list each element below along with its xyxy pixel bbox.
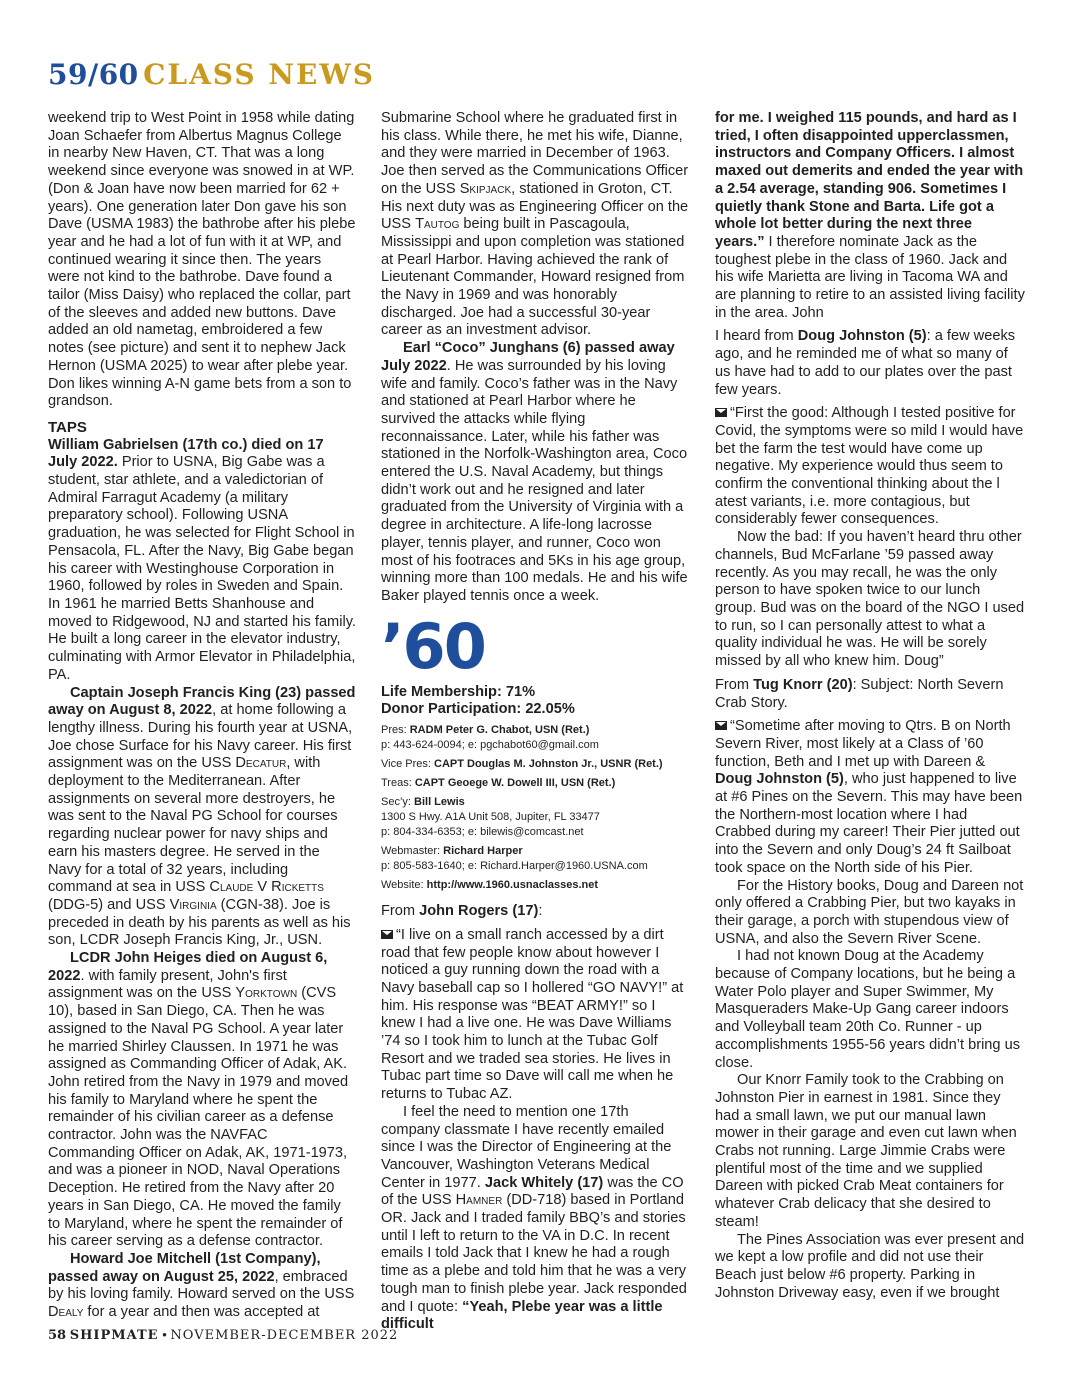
issue-date: NOVEMBER-DECEMBER 2022 — [170, 1328, 399, 1343]
column-3 — [715, 110, 1025, 1302]
paragraph: The Pines Association was ever present and we kept a low profile and did not use their Beach just below #6 property. Parking in Johnston Driveway easy, even if we brought — [715, 1231, 1025, 1301]
page-footer — [48, 1327, 398, 1343]
envelope-icon — [715, 408, 727, 417]
obituary-mitchell: Howard Joe Mitchell (1st Company), passed away on August 25, 2022, embraced by his loving family. Howard served on the USS Dealy for a year and then was accepted at — [48, 1251, 355, 1321]
column-2 — [381, 110, 690, 1334]
officer-vice-president: Vice Pres: CAPT Douglas M. Johnston Jr., USNR (Ret.) — [381, 758, 663, 771]
header-title: CLASS NEWS — [143, 58, 375, 91]
obituary-king: Captain Joseph Francis King (23) passed away on August 8, 2022, at home following a lengthy illness. During his fourth year at USNA, Joe chose Surface for his Navy career. His first assignment was on the USS Decatur, with deployment to the Mediterranean. After assignments on several more destroyers, he was sent to the Naval PG School for courses regarding nuclear power for navy ships and earn his masters degree. He served in the Navy for a total of 32 years, including command at sea in USS Claude V Ricketts (DDG-5) and USS Virginia (CGN-38). Joe is preceded in death by his parents as well as his son, LCDR Joseph Francis King, Jr., USN. — [48, 684, 356, 949]
paragraph: Now the bad: If you haven’t heard thru other channels, Bud McFarlane ’59 passed away recently. As you may recall, he was the only person to have spoken twice to our lunch group. Bud was on the board of the NGO I used to run, so I can personally attest to what a quality individual he was. He will be sorely missed by all who knew him. Doug” — [715, 529, 1025, 670]
paragraph: For the History books, Doug and Dareen not only offered a Crabbing Pier, but two kayaks in their garage, a porch with stupendous view of USNA, and also the Severn River Scene. — [715, 877, 1024, 947]
paragraph: Our Knorr Family took to the Crabbing on Johnston Pier in earnest in 1981. Since they had a small lawn, we put our manual lawn mower in their garage and even cut lawn when Crabs not running. Large Jimmie Crabs were plentiful most of the time and we supplied Dareen with picked Crab Meat containers for whatever Crab delicacy that she desired to steam! — [715, 1072, 1017, 1230]
footer-separator: • — [158, 1327, 171, 1342]
officer-secretary: Sec’y: Bill Lewis 1300 S Hwy. A1A Unit 508, Jupiter, FL 33477 p: 804-334-6353; e: bilewis@comcast.net — [381, 796, 600, 839]
obituary-gabrielsen: William Gabrielsen (17th co.) died on 17 July 2022. Prior to USNA, Big Gabe was a student, star athlete, and a valedictorian of Admiral Farragut Academy (a military preparatory school). Following USNA graduation, he was selected for Flight School in Pensacola, FL. After the Navy, Big Gabe began his career with Westinghouse Corporation in 1960, followed by roles in Sweden and Spain. In 1961 he married Betts Shanhouse and moved to Ridgewood, NJ and started his family. He built a long career in the elevator industry, culminating with Armor Elevator in Philadelphia, PA. — [48, 436, 356, 683]
officer-president: Pres: RADM Peter G. Chabot, USN (Ret.) p: 443-624-0094; e: pgchabot60@gmail.com — [381, 724, 599, 752]
website-link[interactable]: http://www.1960.usnaclasses.net — [426, 879, 599, 892]
quote-knorr: “Sometime after moving to Qtrs. B on North Severn River, most likely at a Class of ’60 function, Beth and I met up with Dareen & Doug Johnston (5), who just happened to live at #6 Pines on the Severn. This may have been the Northern-most location where I had Crabbed during my career! Their Pier jutted out into the Severn and only Doug’s 24 ft Sailboat took space on the North side of his Pier. — [715, 718, 1023, 876]
paragraph: weekend trip to West Point in 1958 while dating Joan Schaefer from Albertus Magnus College in nearby New Haven, CT. That was a long weekend since everyone was snowed in at WP. (Don & Joan have now been married for 62 + years). One generation later Don gave his son Dave (USMA 1983) the bathrobe after his plebe year and he had a lot of fun with it at WP, and continued wearing it since then. The years were not kind to the bathrobe. Dave found a tailor (Miss Daisy) who replaced the collar, part of the sleeves and added new buttons. Dave added an old nametag, embroidered a few notes (see picture) and sent it to nephew Jack Hernon (USMA 2025) to wear after plebe year. Don likes winning A-N game bets from a son to grandson. — [48, 110, 356, 410]
obituary-heiges: LCDR John Heiges died on August 6, 2022. with family present, John's first assignment was on the USS Yorktown (CVS 10), based in San Diego, CA. Then he was assigned to the Naval PG School. A year later he married Shirley Claussen. In 1971 he was assigned as Commanding Officer of Adak, AK. John retired from the Navy in 1979 and moved his family to Maryland where he spent the remainder of his civilian career as a defense contractor. John was the NAVFAC Commanding Officer on Adak, AK, 1971-1973, and was a pioneer in NOD, Naval Operations Deception. He retired from the Navy after 20 years in San Diego, CA. He moved the family to Maryland, where he spent the remainder of his career serving as a defense contractor. — [48, 950, 349, 1250]
donor-participation: Donor Participation: 22.05% — [381, 701, 575, 718]
obituary-junghans: Earl “Coco” Junghans (6) passed away July 2022. He was surrounded by his loving wife and family. Coco’s father was in the Navy and stationed at Pearl Harbor where he survived the attacks while flying reconnaissance. Later, while his father was stationed in the Norfolk-Washington area, Coco entered the U.S. Naval Academy, but things didn’t work out and he resigned and later graduated from the University of Virginia with a degree in architecture. A life-long lacrosse player, tennis player, and runner, Coco won most of his footraces and 5Ks in his age group, winning more than 100 medals. He and his wife Baker played tennis once a week. — [381, 340, 688, 604]
officer-treasurer: Treas: CAPT Geoege W. Dowell III, USN (Ret.) — [381, 777, 616, 790]
paragraph: I feel the need to mention one 17th company classmate I have recently emailed since I was the Director of Engineering at the Vancouver, Washington Veterans Medical Center in 1977. Jack Whitely (17) was the CO of the USS Hamner (DD-718) based in Portland OR. Jack and I traded family BBQ’s and stories until I left to return to the VA in D.C. In recent emails I told Jack that I knew he had a rough time as a plebe and told him that he was a very tough man to finish plebe year. Jack responded and I quote: “Yeah, Plebe year was a little difficult — [381, 1103, 687, 1333]
envelope-icon — [381, 930, 393, 939]
envelope-icon — [715, 721, 727, 730]
page-header — [48, 58, 375, 98]
from-knorr: From Tug Knorr (20): Subject: North Severn Crab Story. — [715, 676, 1004, 711]
publication-name: SHIPMATE — [69, 1328, 159, 1343]
paragraph: I had not known Doug at the Academy because of Company locations, but he being a Water Polo player and Super Swimmer, My Masqueraders Make-Up Gang career indoors and Volleyball team 20th Co. Runner - up accomplishments 1955-56 years didn’t bring us close. — [715, 948, 1021, 1071]
paragraph: for me. I weighed 115 pounds, and hard as I tried, I often disappointed upperclassmen, instructors and Company Officers. I almost maxed out demerits and ended the year with a 2.54 average, standing 906. Sometimes I quietly thank Stone and Barta. Life got a whole lot better during the next three years.” I therefore nominate Jack as the toughest plebe in the class of 1960. Jack and his wife Marietta are living in Tacoma WA and are planning to retire to an assisted living facility in the area. John — [715, 110, 1025, 321]
paragraph: Submarine School where he graduated first in his class. While there, he met his wife, Dianne, and they were married in December of 1963. Joe then served as the Communications Officer on the USS Skipjack, stationed in Groton, CT. His next duty was as Engineering Officer on the USS Tautog being built in Pascagoula, Mississippi and upon completion was stationed at Pearl Harbor. Having achieved the rank of Lieutenant Commander, Howard resigned from the Navy in 1969 and was honorably discharged. Joe had a successful 30-year career as an investment advisor. — [381, 110, 689, 339]
column-1 — [48, 110, 356, 1322]
section-heading-taps: TAPS — [48, 418, 87, 436]
quote-johnston: “First the good: Although I tested positive for Covid, the symptoms were so mild I would have bet the farm the test would have come up negative. My experience would thus seem to confirm the conventional thinking about the l atest variants, i.e. more contagious, but considerably fewer consequences. — [715, 405, 1024, 528]
life-membership: Life Membership: 71% — [381, 683, 536, 700]
page-number: 58 — [48, 1328, 67, 1343]
paragraph: I heard from Doug Johnston (5): a few weeks ago, and he reminded me of what so many of us have had to add to our plates over the past few years. — [715, 328, 1016, 398]
class-year-heading: ’60 — [381, 609, 485, 683]
from-rogers: From John Rogers (17): — [381, 903, 543, 920]
header-number: 59/60 — [48, 58, 139, 91]
officer-webmaster: Webmaster: Richard Harper p: 805-583-1640; e: Richard.Harper@1960.USNA.com — [381, 845, 648, 873]
quote-rogers: “I live on a small ranch accessed by a dirt road that few people know about however I noticed a guy running down the road with a Navy baseball cap so I hollered “GO NAVY!” at him. His response was “BEAT ARMY!” so I knew I had a live one. He was Dave Williams ’74 so I took him to lunch at the Tubac Golf Resort and we traded sea stories. He lives in Tubac part time so Dave will call me when he returns to Tubac AZ. — [381, 926, 684, 1103]
website: Website: http://www.1960.usnaclasses.net — [381, 879, 599, 892]
